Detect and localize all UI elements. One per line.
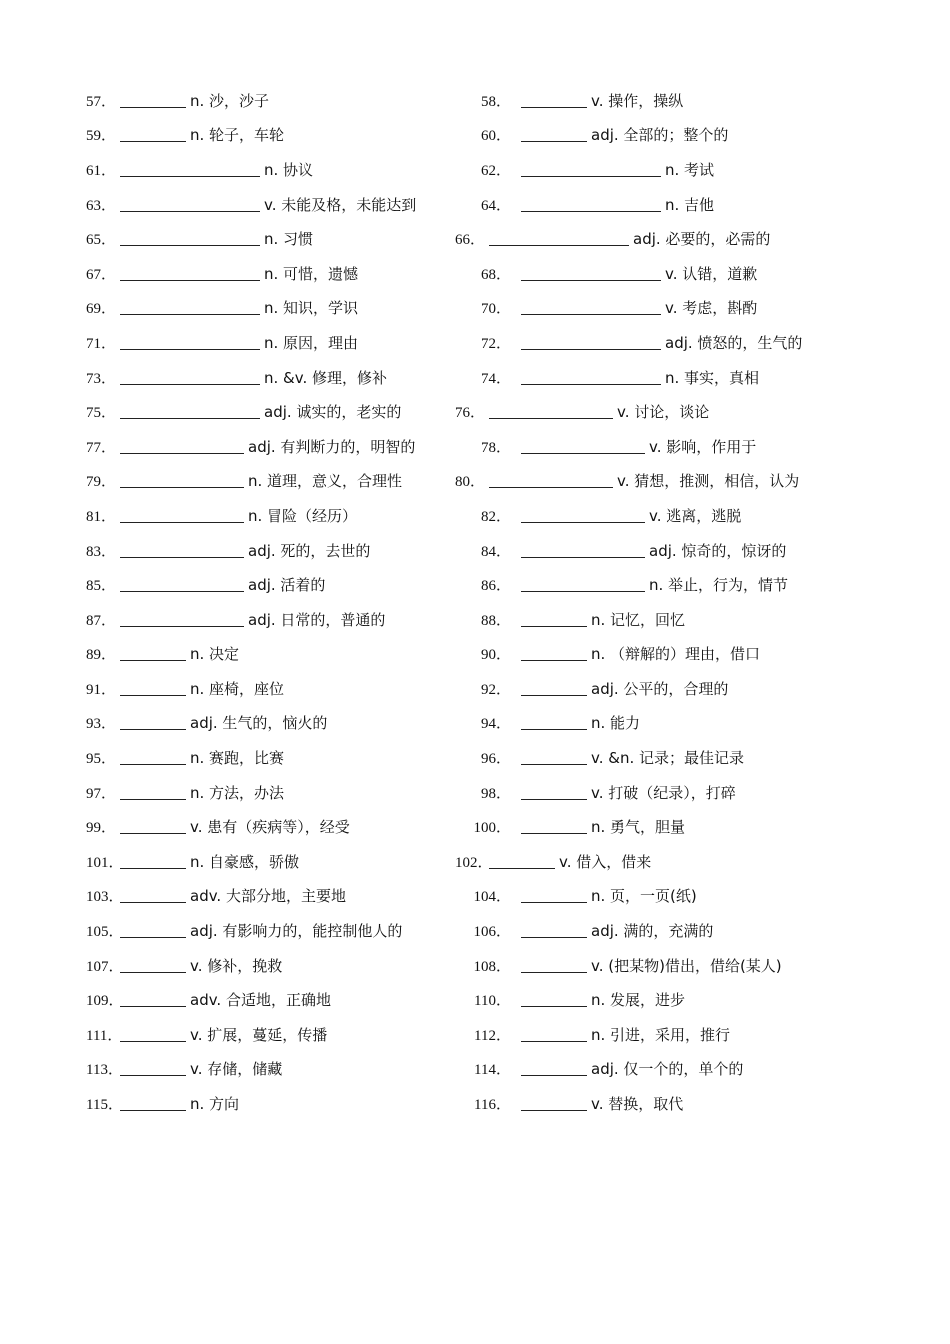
definition: adj. 满的，充满的 — [591, 922, 714, 941]
vocab-item — [86, 429, 446, 464]
answer-blank[interactable] — [521, 612, 587, 627]
vocab-item — [455, 325, 875, 360]
vocab-item — [455, 671, 875, 706]
definition: v. 猜想，推测，相信，认为 — [617, 472, 800, 491]
vocab-item — [86, 256, 446, 291]
definition: v. &n. 记录；最佳记录 — [591, 749, 744, 768]
definition: adv. 合适地，正确地 — [190, 991, 331, 1010]
left-column — [86, 83, 446, 1121]
answer-blank[interactable] — [120, 1027, 186, 1042]
answer-blank[interactable] — [521, 785, 587, 800]
answer-blank[interactable] — [120, 612, 244, 627]
item-number: 90． — [480, 647, 511, 664]
definition: n. 道理，意义，合理性 — [248, 472, 403, 491]
item-number: 84． — [480, 543, 511, 560]
definition: adj. 诚实的，老实的 — [264, 403, 402, 422]
vocab-item — [86, 187, 446, 222]
definition: v. 患有（疾病等），经受 — [190, 818, 350, 837]
vocab-item — [86, 775, 446, 810]
item-number: 111． — [86, 1027, 123, 1044]
item-number: 71． — [86, 335, 117, 352]
item-number: 80． — [455, 474, 486, 491]
vocab-item — [455, 844, 875, 879]
answer-blank[interactable] — [120, 300, 260, 315]
vocab-item — [455, 982, 875, 1017]
answer-blank[interactable] — [521, 93, 587, 108]
item-number: 103． — [86, 889, 124, 906]
answer-blank[interactable] — [120, 404, 260, 419]
item-number: 109． — [86, 993, 124, 1010]
vocab-item — [86, 325, 446, 360]
definition: v. 考虑，斟酌 — [665, 299, 758, 318]
vocab-item — [86, 879, 446, 914]
vocab-item — [455, 948, 875, 983]
definition: n. 赛跑，比赛 — [190, 749, 285, 768]
item-number: 104． — [473, 889, 511, 906]
answer-blank[interactable] — [120, 958, 186, 973]
answer-blank[interactable] — [521, 266, 661, 281]
answer-blank[interactable] — [521, 1027, 587, 1042]
vocab-item — [455, 602, 875, 637]
definition: adj. 惊奇的，惊讶的 — [649, 541, 787, 560]
definition: v. 操作，操纵 — [591, 91, 684, 110]
answer-blank[interactable] — [489, 473, 613, 488]
item-number: 79． — [86, 474, 117, 491]
vocab-item — [455, 360, 875, 395]
item-number: 92． — [480, 681, 511, 698]
vocab-item — [86, 913, 446, 948]
vocab-item — [455, 740, 875, 775]
item-number: 98． — [480, 785, 511, 802]
vocab-item — [86, 498, 446, 533]
item-number: 73． — [86, 370, 117, 387]
definition: n. 举止，行为，情节 — [649, 576, 789, 595]
definition: n. 轮子，车轮 — [190, 126, 285, 145]
answer-blank[interactable] — [120, 785, 186, 800]
vocab-item — [86, 567, 446, 602]
answer-blank[interactable] — [521, 888, 587, 903]
answer-blank[interactable] — [521, 300, 661, 315]
item-number: 106． — [473, 924, 511, 941]
vocab-item — [86, 533, 446, 568]
item-number: 70． — [480, 301, 511, 318]
answer-blank[interactable] — [521, 681, 587, 696]
item-number: 77． — [86, 439, 117, 456]
item-number: 100． — [473, 820, 511, 837]
vocab-item — [86, 118, 446, 153]
answer-blank[interactable] — [120, 197, 260, 212]
answer-blank[interactable] — [521, 370, 661, 385]
vocab-item — [455, 809, 875, 844]
vocab-item — [455, 221, 875, 256]
item-number: 115． — [86, 1097, 123, 1114]
answer-blank[interactable] — [120, 646, 186, 661]
item-number: 83． — [86, 543, 117, 560]
item-number: 62． — [480, 162, 511, 179]
answer-blank[interactable] — [120, 1061, 186, 1076]
definition: n. 自豪感，骄傲 — [190, 852, 300, 871]
vocab-item — [455, 533, 875, 568]
answer-blank[interactable] — [521, 508, 645, 523]
vocab-item — [455, 775, 875, 810]
answer-blank[interactable] — [489, 854, 555, 869]
answer-blank[interactable] — [521, 439, 645, 454]
definition: v. 影响，作用于 — [649, 437, 757, 456]
vocab-item — [86, 671, 446, 706]
answer-blank[interactable] — [120, 543, 244, 558]
definition: n. 记忆，回忆 — [591, 610, 686, 629]
item-number: 88． — [480, 612, 511, 629]
answer-blank[interactable] — [120, 370, 260, 385]
vocab-item — [86, 464, 446, 499]
definition: adj. 全部的；整个的 — [591, 126, 729, 145]
answer-blank[interactable] — [120, 681, 186, 696]
definition: n. 发展，进步 — [591, 991, 686, 1010]
definition: n. 可惜，遗憾 — [264, 264, 359, 283]
definition: n. 座椅，座位 — [190, 679, 285, 698]
item-number: 95． — [86, 751, 117, 768]
definition: n. 协议 — [264, 160, 314, 179]
item-number: 105． — [86, 924, 124, 941]
item-number: 94． — [480, 716, 511, 733]
item-number: 75． — [86, 405, 117, 422]
vocab-item — [86, 394, 446, 429]
answer-blank[interactable] — [120, 439, 244, 454]
item-number: 63． — [86, 197, 117, 214]
vocab-item — [86, 637, 446, 672]
answer-blank[interactable] — [120, 819, 186, 834]
answer-blank[interactable] — [521, 335, 661, 350]
vocab-item — [455, 291, 875, 326]
definition: adj. 死的，去世的 — [248, 541, 371, 560]
item-number: 81． — [86, 508, 117, 525]
vocab-item — [455, 913, 875, 948]
vocab-item — [455, 498, 875, 533]
definition: n. 吉他 — [665, 195, 715, 214]
definition: adj. 生气的，恼火的 — [190, 714, 328, 733]
vocab-item — [86, 360, 446, 395]
answer-blank[interactable] — [521, 197, 661, 212]
definition: n. 习惯 — [264, 230, 314, 249]
item-number: 86． — [480, 578, 511, 595]
answer-blank[interactable] — [521, 750, 587, 765]
answer-blank[interactable] — [120, 1096, 186, 1111]
definition: n. 原因，理由 — [264, 333, 359, 352]
vocab-item — [455, 118, 875, 153]
definition: n. 方法，办法 — [190, 783, 285, 802]
item-number: 65． — [86, 232, 117, 249]
definition: n. 考试 — [665, 160, 715, 179]
definition: n. 知识，学识 — [264, 299, 359, 318]
definition: n. 方向 — [190, 1095, 240, 1114]
vocab-item — [455, 429, 875, 464]
answer-blank[interactable] — [521, 958, 587, 973]
item-number: 102． — [455, 854, 493, 871]
definition: n. 能力 — [591, 714, 641, 733]
item-number: 89． — [86, 647, 117, 664]
answer-blank[interactable] — [521, 819, 587, 834]
definition: n. （辩解的）理由，借口 — [591, 645, 761, 664]
vocab-item — [86, 1086, 446, 1121]
vocab-item — [455, 706, 875, 741]
item-number: 97． — [86, 785, 117, 802]
vocab-item — [86, 948, 446, 983]
answer-blank[interactable] — [521, 646, 587, 661]
item-number: 61． — [86, 162, 117, 179]
answer-blank[interactable] — [120, 750, 186, 765]
vocab-item — [455, 1052, 875, 1087]
definition: v. (把某物)借出，借给(某人) — [591, 956, 782, 975]
vocab-item — [86, 221, 446, 256]
item-number: 72． — [480, 335, 511, 352]
item-number: 59． — [86, 128, 117, 145]
item-number: 114． — [474, 1062, 511, 1079]
answer-blank[interactable] — [120, 127, 186, 142]
item-number: 60． — [480, 128, 511, 145]
item-number: 113． — [86, 1062, 123, 1079]
answer-blank[interactable] — [521, 577, 645, 592]
vocab-item — [455, 464, 875, 499]
answer-blank[interactable] — [521, 162, 661, 177]
answer-blank[interactable] — [120, 231, 260, 246]
answer-blank[interactable] — [489, 404, 613, 419]
answer-blank[interactable] — [521, 127, 587, 142]
item-number: 76． — [455, 405, 486, 422]
answer-blank[interactable] — [521, 1061, 587, 1076]
answer-blank[interactable] — [120, 266, 260, 281]
answer-blank[interactable] — [521, 992, 587, 1007]
item-number: 67． — [86, 266, 117, 283]
item-number: 93． — [86, 716, 117, 733]
vocab-item — [86, 152, 446, 187]
answer-blank[interactable] — [521, 1096, 587, 1111]
definition: adj. 有影响力的，能控制他人的 — [190, 922, 403, 941]
item-number: 91． — [86, 681, 117, 698]
definition: n. 沙，沙子 — [190, 91, 270, 110]
definition: adj. 活着的 — [248, 576, 326, 595]
definition: v. 认错，道歉 — [665, 264, 758, 283]
definition: n. 引进，采用，推行 — [591, 1025, 731, 1044]
definition: n. 页，一页(纸) — [591, 887, 697, 906]
definition: adj. 愤怒的，生气的 — [665, 333, 803, 352]
item-number: 108． — [473, 958, 511, 975]
definition: adj. 必要的，必需的 — [633, 230, 771, 249]
vocab-item — [455, 152, 875, 187]
definition: adv. 大部分地，主要地 — [190, 887, 346, 906]
vocab-item — [86, 740, 446, 775]
vocab-item — [455, 879, 875, 914]
item-number: 74． — [480, 370, 511, 387]
definition: v. 讨论，谈论 — [617, 403, 710, 422]
definition: v. 未能及格，未能达到 — [264, 195, 417, 214]
answer-blank[interactable] — [521, 923, 587, 938]
item-number: 116． — [474, 1097, 511, 1114]
definition: n. 事实，真相 — [665, 368, 760, 387]
vocab-item — [455, 187, 875, 222]
vocab-item — [86, 706, 446, 741]
answer-blank[interactable] — [120, 473, 244, 488]
answer-blank[interactable] — [120, 923, 186, 938]
item-number: 64． — [480, 197, 511, 214]
vocab-item — [455, 256, 875, 291]
item-number: 57． — [86, 93, 117, 110]
definition: adj. 有判断力的，明智的 — [248, 437, 416, 456]
answer-blank[interactable] — [120, 335, 260, 350]
item-number: 58． — [480, 93, 511, 110]
item-number: 82． — [480, 508, 511, 525]
item-number: 110． — [474, 993, 511, 1010]
definition: v. 借入，借来 — [559, 852, 652, 871]
item-number: 112． — [474, 1027, 511, 1044]
definition: v. 存储，储藏 — [190, 1060, 283, 1079]
definition: v. 逃离，逃脱 — [649, 506, 742, 525]
answer-blank[interactable] — [120, 992, 186, 1007]
answer-blank[interactable] — [120, 508, 244, 523]
vocab-item — [86, 844, 446, 879]
vocab-item — [86, 602, 446, 637]
answer-blank[interactable] — [120, 93, 186, 108]
vocab-item — [455, 83, 875, 118]
definition: v. 打破（纪录），打碎 — [591, 783, 736, 802]
definition: n. 决定 — [190, 645, 240, 664]
definition: adj. 仅一个的，单个的 — [591, 1060, 744, 1079]
answer-blank[interactable] — [120, 715, 186, 730]
item-number: 107． — [86, 958, 124, 975]
item-number: 87． — [86, 612, 117, 629]
item-number: 85． — [86, 578, 117, 595]
vocab-item — [86, 1017, 446, 1052]
item-number: 66． — [455, 232, 486, 249]
answer-blank[interactable] — [489, 231, 629, 246]
definition: v. 修补，挽救 — [190, 956, 283, 975]
vocab-item — [86, 83, 446, 118]
item-number: 99． — [86, 820, 117, 837]
vocab-item — [86, 1052, 446, 1087]
vocab-item — [86, 291, 446, 326]
item-number: 78． — [480, 439, 511, 456]
definition: n. &v. 修理，修补 — [264, 368, 387, 387]
answer-blank[interactable] — [120, 577, 244, 592]
right-column — [455, 83, 875, 1121]
definition: n. 勇气，胆量 — [591, 818, 686, 837]
item-number: 68． — [480, 266, 511, 283]
vocab-item — [455, 1086, 875, 1121]
definition: adj. 公平的，合理的 — [591, 679, 729, 698]
answer-blank[interactable] — [120, 854, 186, 869]
definition: adj. 日常的，普通的 — [248, 610, 386, 629]
definition: v. 扩展，蔓延，传播 — [190, 1025, 328, 1044]
vocab-item — [455, 1017, 875, 1052]
vocab-item — [455, 394, 875, 429]
vocab-item — [455, 637, 875, 672]
definition: v. 替换，取代 — [591, 1095, 684, 1114]
vocab-item — [455, 567, 875, 602]
vocab-item — [86, 982, 446, 1017]
vocab-item — [86, 809, 446, 844]
answer-blank[interactable] — [521, 715, 587, 730]
answer-blank[interactable] — [120, 162, 260, 177]
answer-blank[interactable] — [120, 888, 186, 903]
item-number: 69． — [86, 301, 117, 318]
definition: n. 冒险（经历） — [248, 506, 358, 525]
item-number: 101． — [86, 854, 124, 871]
answer-blank[interactable] — [521, 543, 645, 558]
item-number: 96． — [480, 751, 511, 768]
